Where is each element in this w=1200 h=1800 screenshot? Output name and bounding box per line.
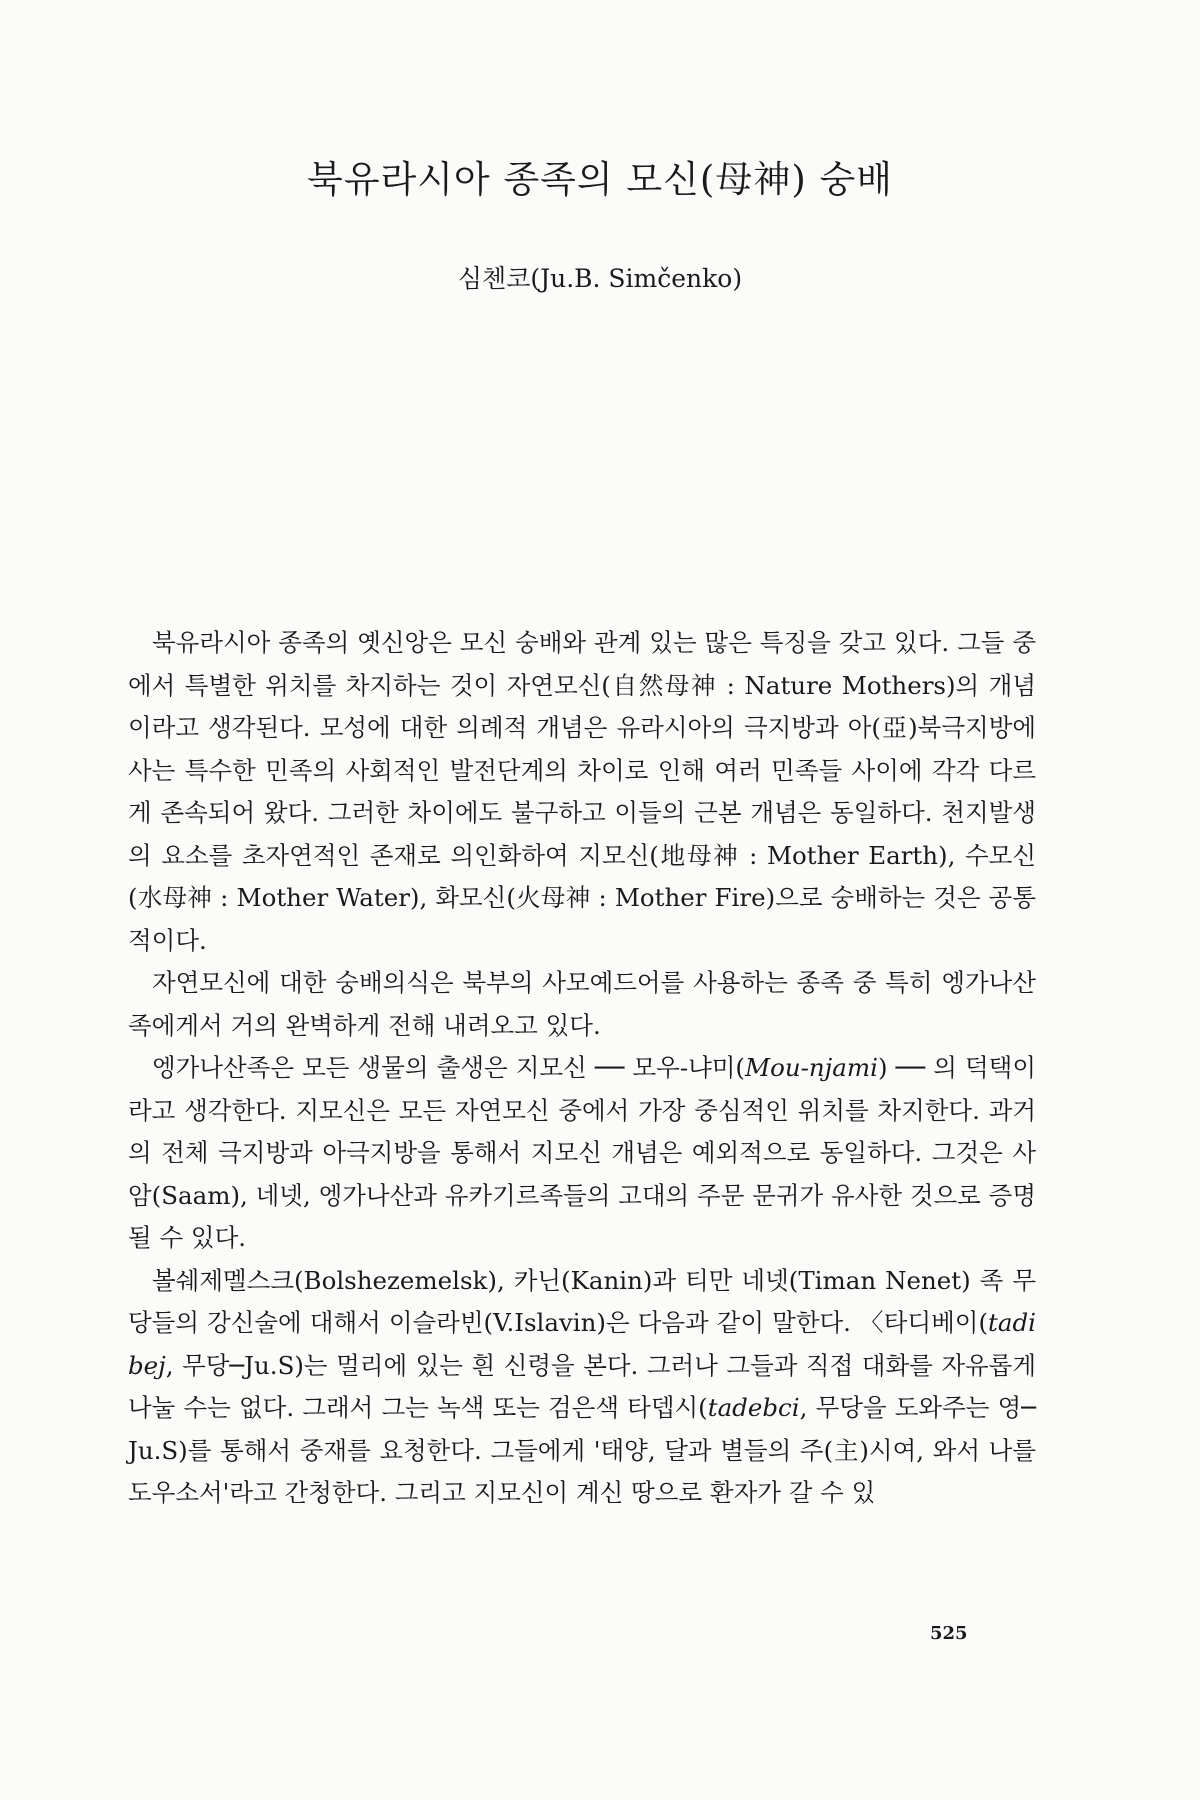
- italic-term: tadibej: [128, 1308, 1036, 1380]
- article-body: [128, 622, 1036, 1515]
- italic-term: Mou-njami: [745, 1053, 878, 1082]
- paragraph-text: 엥가나산족은 모든 생물의 출생은 지모신 ── 모우-냐미(: [152, 1053, 745, 1082]
- paragraph-text: 볼쉐제멜스크(Bolshezemelsk), 카닌(Kanin)과 티만 네넷(Timan Nenet) 족 무당들의 강신술에 대해서 이슬라빈(V.Islavin)은 다음과 같이 말한다. 〈타디베이(: [128, 1265, 1036, 1337]
- paragraph: [128, 1260, 1036, 1515]
- page-number: 525: [930, 1623, 968, 1644]
- paragraph: 자연모신에 대한 숭배의식은 북부의 사모예드어를 사용하는 종족 중 특히 엥가나산족에게서 거의 완벽하게 전해 내려오고 있다.: [128, 968, 1036, 1040]
- paragraph-text: ) ── 의 덕택이라고 생각한다. 지모신은 모든 자연모신 중에서 가장 중심적인 위치를 차지한다. 과거의 전체 극지방과 아극지방을 통해서 지모신 개념은 예외적으로 동일하다. 그것은 사암(Saam), 네넷, 엥가나산과 유카기르족들의 고대의 주문 문귀가 유사한 것으로 증명될 수 있다.: [128, 1053, 1037, 1252]
- paragraph-text: , 무당─Ju.S)는 멀리에 있는 흰 신령을 본다. 그러나 그들과 직접 대화를 자유롭게 나눌 수는 없다. 그래서 그는 녹색 또는 검은색 타뎁시(: [128, 1350, 1036, 1422]
- article-title: 북유라시아 종족의 모신(母神) 숭배: [306, 158, 894, 201]
- article-author: 심첸코(Ju.B. Simčenko): [457, 264, 743, 293]
- italic-term: tadebci: [707, 1393, 800, 1422]
- paragraph-text: , 무당을 도와주는 영─Ju.S)를 통해서 중재를 요청한다. 그들에게 '태양, 달과 별들의 주(主)시여, 와서 나를 도우소서'라고 간청한다. 그리고 지모신이 계신 땅으로 환자가 갈 수 있: [128, 1393, 1036, 1507]
- paragraph: [128, 1047, 1036, 1260]
- paragraph: 북유라시아 종족의 옛신앙은 모신 숭배와 관계 있는 많은 특징을 갖고 있다. 그들 중에서 특별한 위치를 차지하는 것이 자연모신(自然母神 : Nature Mothers)의 개념이라고 생각된다. 모성에 대한 의례적 개념은 유라시아의 극지방과 아(亞)북극지방에 사는 특수한 민족의 사회적인 발전단계의 차이로 인해 여러 민족들 사이에 각각 다르게 존속되어 왔다. 그러한 차이에도 불구하고 이들의 근본 개념은 동일하다. 천지발생의 요소를 초자연적인 존재로 의인화하여 지모신(地母神 : Mother Earth), 수모신(水母神 : Mother Water), 화모신(火母神 : Mother Fire)으로 숭배하는 것은 공통적이다.: [128, 628, 1036, 955]
